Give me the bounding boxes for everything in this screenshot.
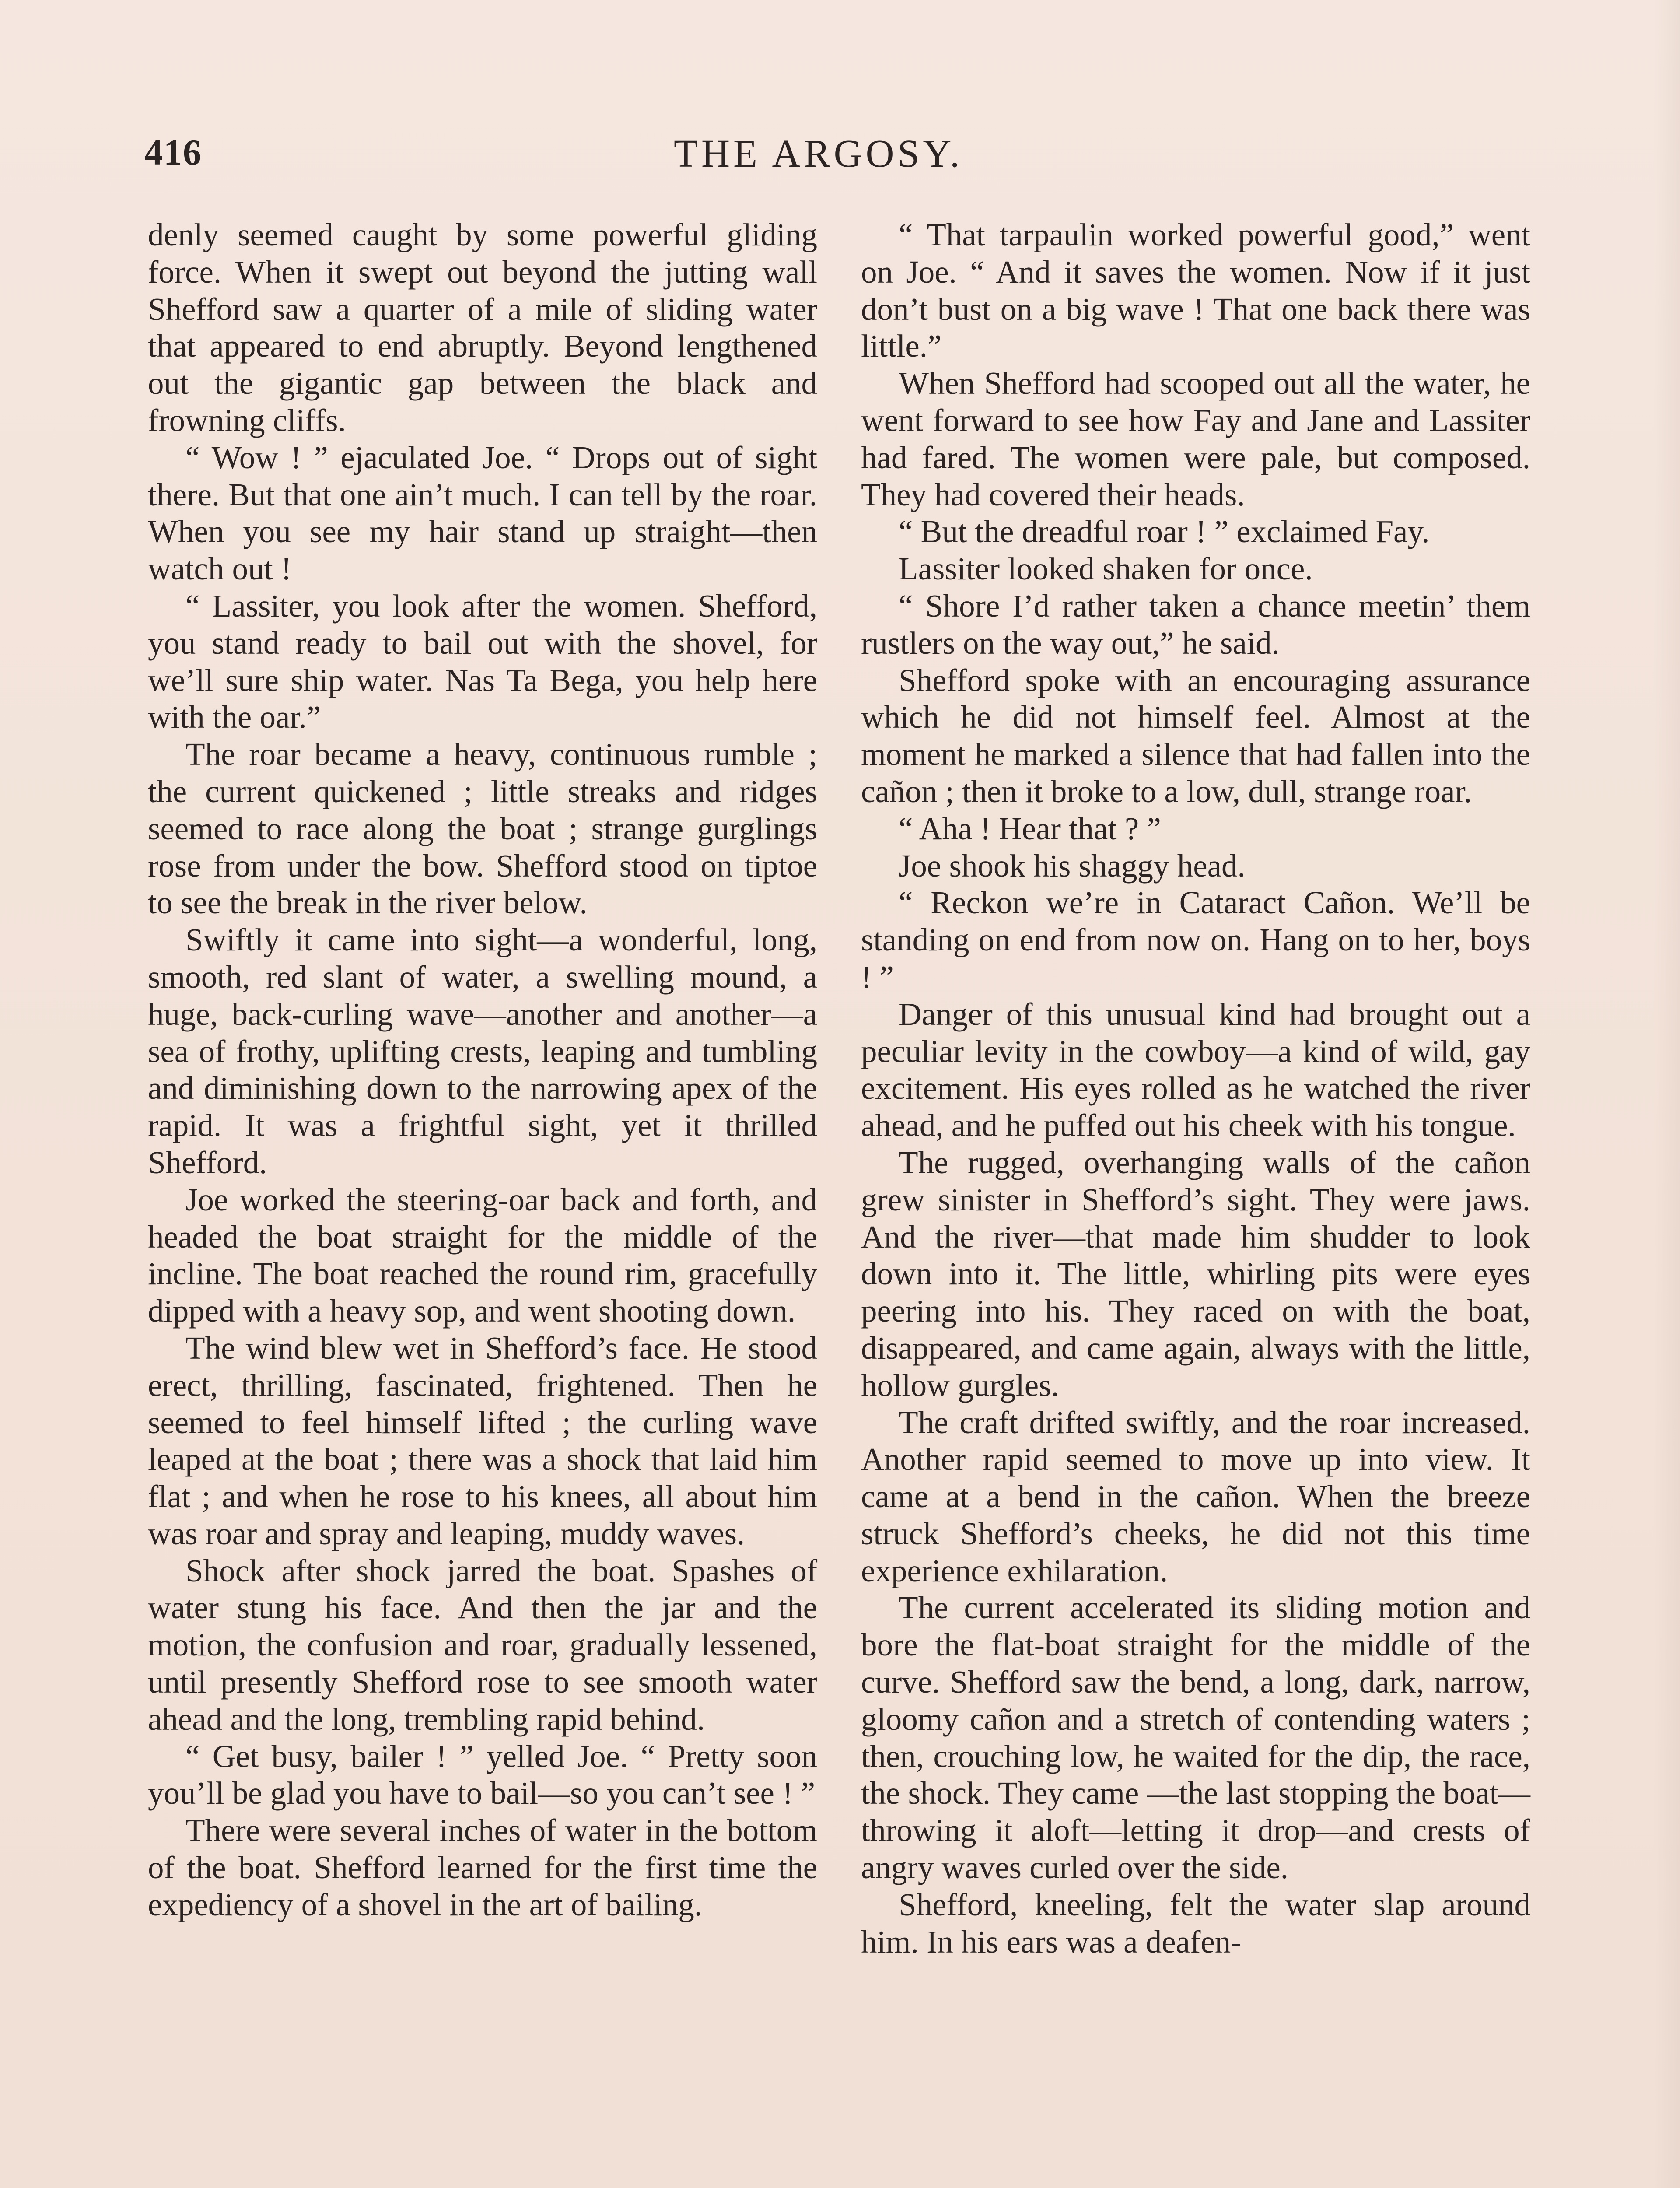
page-number: 416 <box>144 132 202 173</box>
paragraph: “ That tarpaulin worked powerful good,” went on Joe. “ And it saves the women. Now if it just don’t bust on a big wave ! That one back there was little.” <box>861 217 1530 364</box>
paragraph: The rugged, overhanging walls of the cañon grew sinister in Shefford’s sight. They were jaws. And the river—that made him shudder to look down into it. The little, whirling pits were eyes peering into his. They raced on with the boat, disappeared, and came again, always with the little, hollow gurgles. <box>861 1144 1530 1403</box>
paragraph: “ Lassiter, you look after the women. Shefford, you stand ready to bail out with the shovel, for we’ll sure ship water. Nas Ta Bega, you help here with the oar.” <box>148 588 817 735</box>
running-head-title: THE ARGOSY. <box>674 132 963 175</box>
paragraph: Swiftly it came into sight—a wonderful, long, smooth, red slant of water, a swelling mound, a huge, back-curling wave—another and another—a sea of frothy, uplifting crests, leaping and tumbling and diminishing down to the narrowing apex of the rapid. It was a frightful sight, yet it thrilled Shefford. <box>148 922 817 1180</box>
paragraph: Lassiter looked shaken for once. <box>899 551 1313 587</box>
paragraph: Joe shook his shaggy head. <box>899 848 1246 884</box>
paragraph: “ Get busy, bailer ! ” yelled Joe. “ Pretty soon you’ll be glad you have to bail—so you can’t see ! ” <box>148 1738 817 1811</box>
paragraph: “ Wow ! ” ejaculated Joe. “ Drops out of sight there. But that one ain’t much. I can tell by the roar. When you see my hair stand up straight—then watch out ! <box>148 439 817 587</box>
right-text-column <box>861 217 1530 1960</box>
paragraph: Joe worked the steering-oar back and forth, and headed the boat straight for the middle of the incline. The boat reached the round rim, gracefully dipped with a heavy sop, and went shooting down. <box>148 1182 817 1329</box>
paragraph: When Shefford had scooped out all the water, he went forward to see how Fay and Jane and Lassiter had fared. The women were pale, but composed. They had covered their heads. <box>861 365 1530 512</box>
paragraph: Shefford, kneeling, felt the water slap around him. In his ears was a deafen- <box>861 1886 1530 1960</box>
paragraph: The roar became a heavy, continuous rumble ; the current quickened ; little streaks and ridges seemed to race along the boat ; strange gurglings rose from under the bow. Shefford stood on tiptoe to see the break in the river below. <box>148 736 817 921</box>
paragraph: “ Reckon we’re in Cataract Cañon. We’ll be standing on end from now on. Hang on to her, boys ! ” <box>861 885 1530 995</box>
paragraph: Danger of this unusual kind had brought out a peculiar levity in the cowboy—a kind of wild, gay excitement. His eyes rolled as he watched the river ahead, and he puffed out his cheek with his tongue. <box>861 996 1530 1143</box>
paragraph: “ Shore I’d rather taken a chance meetin’ them rustlers on the way out,” he said. <box>861 588 1530 661</box>
paragraph: “ Aha ! Hear that ? ” <box>899 810 1161 846</box>
paragraph: “ But the dreadful roar ! ” exclaimed Fay. <box>899 514 1430 550</box>
paragraph: The craft drifted swiftly, and the roar increased. Another rapid seemed to move up into view. It came at a bend in the cañon. When the breeze struck Shefford’s cheeks, he did not this time experience exhilaration. <box>861 1404 1530 1588</box>
paragraph: The current accelerated its sliding motion and bore the flat-boat straight for the middle of the curve. Shefford saw the bend, a long, dark, narrow, gloomy cañon and a stretch of contending waters ; then, crouching low, he waited for the dip, the race, the shock. They came —the last stopping the boat—throwing it aloft—letting it drop—and crests of angry waves curled over the side. <box>861 1590 1530 1886</box>
left-text-column <box>148 217 817 1924</box>
paragraph: There were several inches of water in the bottom of the boat. Shefford learned for the first time the expediency of a shovel in the art of bailing. <box>148 1813 817 1922</box>
paragraph: Shock after shock jarred the boat. Spashes of water stung his face. And then the jar and the motion, the confusion and roar, gradually lessened, until presently Shefford rose to see smooth water ahead and the long, trembling rapid behind. <box>148 1553 817 1737</box>
page-edge-shadow <box>1654 0 1680 2188</box>
paragraph: Shefford spoke with an encouraging assurance which he did not himself feel. Almost at the moment he marked a silence that had fallen into the cañon ; then it broke to a low, dull, strange roar. <box>861 662 1530 809</box>
paragraph: The wind blew wet in Shefford’s face. He stood erect, thrilling, fascinated, frightened. Then he seemed to feel himself lifted ; the curling wave leaped at the boat ; there was a shock that laid him flat ; and when he rose to his knees, all about him was roar and spray and leaping, muddy waves. <box>148 1330 817 1551</box>
paragraph: denly seemed caught by some powerful gliding force. When it swept out beyond the jutting wall Shefford saw a quarter of a mile of sliding water that appeared to end abruptly. Beyond lengthened out the gigantic gap between the black and frowning cliffs. <box>148 217 817 438</box>
